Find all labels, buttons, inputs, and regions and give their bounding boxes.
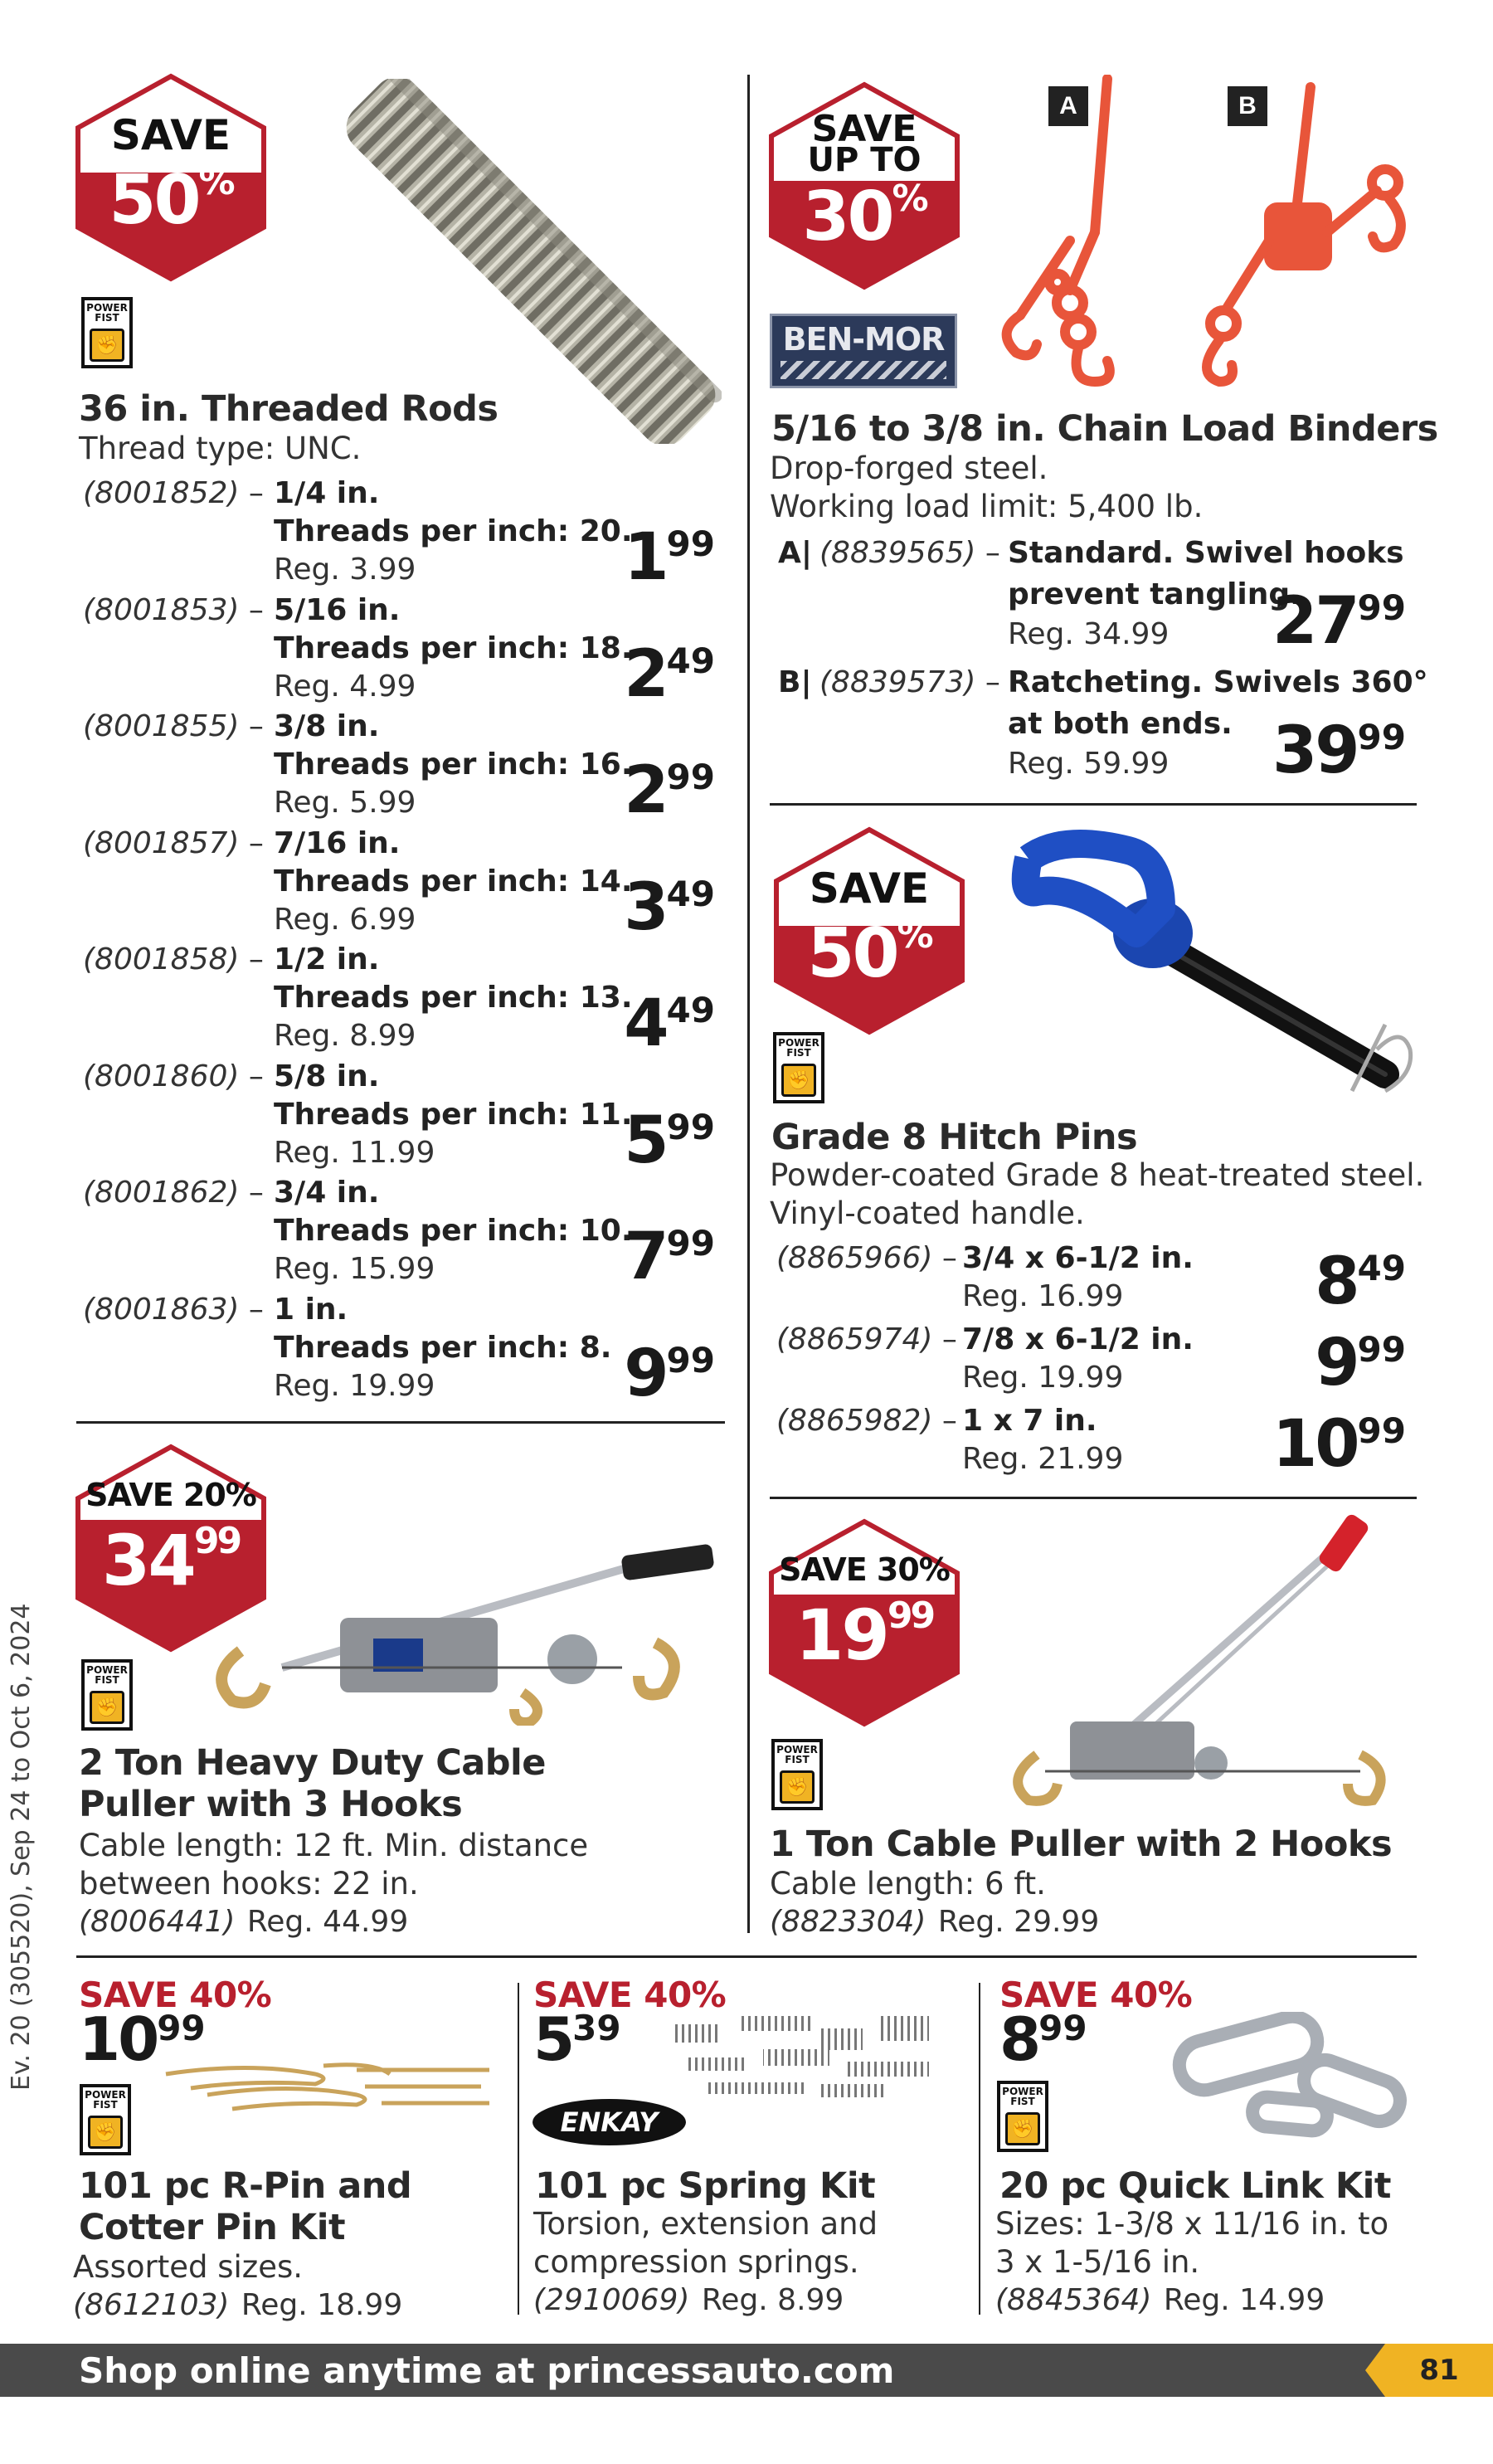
variant-line-2: prevent tangling. [1008, 577, 1301, 611]
cable-puller-1ton-image [995, 1514, 1410, 1813]
price [1272, 1407, 1406, 1482]
sku: (8006441) [79, 1905, 236, 1939]
reg-price: Reg. 4.99 [274, 669, 416, 704]
sku: (8612103) [73, 2288, 230, 2322]
dash-separator: – [239, 825, 264, 860]
sku-number: 8001858 [95, 942, 228, 976]
threads-per-inch: Threads per inch: 20. [274, 514, 633, 548]
price-dollars: 1 [624, 520, 667, 595]
price-links: 899 [999, 2004, 1087, 2074]
fist-icon: ✊ [1005, 2112, 1040, 2145]
sku: (8823304) [770, 1905, 926, 1939]
save-label-rpin: SAVE 40% [79, 1975, 272, 2015]
sku: (8845364) [995, 2283, 1152, 2317]
product-desc-rpin: Assorted sizes. [73, 2249, 304, 2285]
sku: (8001858) – [83, 942, 264, 976]
fist-icon: ✊ [90, 329, 124, 362]
size: 3/8 in. [274, 709, 380, 743]
save-label-links: SAVE 40% [999, 1975, 1193, 2015]
variant-tag: B| [778, 665, 812, 699]
divider-rods [76, 1421, 725, 1424]
reg-price: Reg. 21.99 [962, 1442, 1124, 1476]
price [1272, 713, 1406, 788]
reg-price: Reg. 5.99 [274, 786, 416, 820]
sku: (8001862) – [83, 1176, 264, 1210]
sku-number: 8001855 [95, 709, 228, 743]
product-desc-binders-1: Drop-forged steel. [770, 450, 1048, 486]
puller2-sku-row [79, 1903, 408, 1941]
sku-number: 8001852 [95, 476, 228, 510]
dash-separator: – [975, 536, 1000, 570]
divider-binders [770, 803, 1417, 806]
reg-price: Reg. 11.99 [274, 1135, 435, 1170]
product-desc-rods: Thread type: UNC. [79, 431, 362, 466]
price-cents: 99 [666, 1339, 715, 1381]
power-fist-logo: POWER FIST ✊ [81, 297, 133, 368]
bottom-divider-2 [979, 1983, 980, 2315]
threads-per-inch: Threads per inch: 13. [274, 981, 633, 1015]
power-fist-logo: POWER FIST ✊ [773, 1032, 824, 1103]
rpin-sku-row [73, 2286, 402, 2325]
reg-price: Reg. 16.99 [962, 1279, 1124, 1313]
product-title-puller1: 1 Ton Cable Puller with 2 Hooks [770, 1824, 1393, 1865]
power-fist-logo: POWER FIST ✊ [81, 1659, 133, 1731]
sku-number: 8001860 [95, 1059, 228, 1093]
variant-line-1: Ratcheting. Swivels 360° [1008, 665, 1428, 699]
size: 3/4 x 6-1/2 in. [962, 1241, 1194, 1275]
dash-separator: – [975, 665, 1000, 699]
price-cents: 99 [1357, 587, 1406, 628]
product-desc-spring-2: compression springs. [533, 2244, 859, 2280]
variant-line-2: at both ends. [1008, 707, 1233, 741]
price [1315, 1326, 1406, 1400]
reg-price: Reg. 29.99 [937, 1905, 1100, 1939]
reg-price: Reg. 8.99 [701, 2283, 844, 2317]
footer-bar [0, 2344, 1493, 2397]
save-badge-binders: SAVE UP TO 30% [768, 81, 960, 290]
variant-line-1: Standard. Swivel hooks [1008, 536, 1404, 570]
price-cents: 99 [1357, 1329, 1406, 1370]
cable-puller-2ton-image [191, 1543, 730, 1726]
save-label-spring: SAVE 40% [533, 1975, 727, 2015]
reg-price: Reg. 18.99 [241, 2288, 403, 2322]
sku: (8001863) – [83, 1292, 264, 1327]
price-dollars: 8 [1315, 1244, 1358, 1319]
price [624, 637, 715, 712]
label-b: B [1228, 86, 1267, 126]
price-spring: 539 [533, 2004, 621, 2074]
product-desc-binders-2: Working load limit: 5,400 lb. [770, 489, 1204, 524]
price-cents: 99 [666, 1106, 715, 1147]
product-desc-hitch-2: Vinyl-coated handle. [770, 1195, 1085, 1231]
reg-price: Reg. 15.99 [274, 1252, 435, 1286]
reg-price: Reg. 3.99 [274, 553, 416, 587]
hitch-pin-image [995, 825, 1418, 1124]
price-cents: 99 [1357, 717, 1406, 757]
puller1-sku-row [770, 1903, 1099, 1941]
price-dollars: 9 [624, 1336, 667, 1411]
column-divider [747, 75, 750, 1933]
chain-binder-image-a [979, 75, 1145, 390]
sku-number: 8001857 [95, 825, 228, 860]
fist-icon: ✊ [780, 1770, 815, 1804]
size: 1 x 7 in. [962, 1404, 1097, 1438]
size: 7/16 in. [274, 825, 401, 860]
reg-price: Reg. 19.99 [962, 1361, 1124, 1395]
price [624, 870, 715, 945]
product-desc-puller2-1: Cable length: 12 ft. Min. distance [79, 1828, 589, 1863]
product-title-puller2-line1: 2 Ton Heavy Duty Cable [79, 1742, 546, 1784]
dash-separator: – [239, 1292, 264, 1327]
ben-mor-logo: BEN-MOR [770, 314, 957, 388]
product-title-hitch: Grade 8 Hitch Pins [771, 1117, 1138, 1158]
sku: (8001860) – [83, 1059, 264, 1093]
sku-number: 8865982 [788, 1404, 922, 1438]
sku-number: 8865966 [788, 1241, 922, 1275]
save-badge-hitch: SAVE 50% [773, 826, 965, 1035]
product-desc-puller1: Cable length: 6 ft. [770, 1866, 1046, 1902]
price-cents: 99 [666, 1223, 715, 1264]
size: 1 in. [274, 1292, 348, 1327]
price-dollars: 7 [624, 1220, 667, 1294]
threads-per-inch: Threads per inch: 8. [274, 1330, 612, 1365]
fist-icon: ✊ [90, 1691, 124, 1724]
price-dollars: 39 [1272, 713, 1358, 788]
price [1272, 584, 1406, 659]
dash-separator: – [932, 1241, 957, 1275]
footer-link[interactable]: Shop online anytime at princessauto.com [79, 2350, 895, 2391]
fist-icon: ✊ [88, 2116, 123, 2149]
sku-number: 8001862 [95, 1176, 228, 1210]
price-cents: 49 [666, 640, 715, 681]
dash-separator: – [932, 1404, 957, 1438]
dash-separator: – [239, 709, 264, 743]
threads-per-inch: Threads per inch: 16. [274, 747, 633, 782]
threads-per-inch: Threads per inch: 18. [274, 631, 633, 665]
price-dollars: 27 [1272, 584, 1358, 659]
product-desc-links-2: 3 x 1-5/16 in. [995, 2244, 1200, 2280]
size: 3/4 in. [274, 1176, 380, 1210]
threads-per-inch: Threads per inch: 11. [274, 1097, 633, 1132]
threads-per-inch: Threads per inch: 14. [274, 864, 633, 898]
product-title-rpin-line2: Cotter Pin Kit [79, 2207, 346, 2248]
product-title-puller2-line2: Puller with 3 Hooks [79, 1784, 463, 1825]
price [1315, 1244, 1406, 1319]
price-cents: 99 [1357, 1410, 1406, 1451]
price-dollars: 4 [624, 986, 667, 1061]
price-cents: 49 [666, 873, 715, 914]
dash-separator: – [239, 1059, 264, 1093]
power-fist-logo: POWER FIST ✊ [80, 2084, 131, 2155]
price-cents: 99 [666, 523, 715, 564]
product-title-binders: 5/16 to 3/8 in. Chain Load Binders [771, 408, 1438, 450]
divider-bottom [76, 1955, 1417, 1958]
dash-separator: – [239, 592, 264, 627]
reg-price: Reg. 19.99 [274, 1368, 435, 1403]
price [624, 520, 715, 595]
price [624, 986, 715, 1061]
sku: (8865966) – [776, 1241, 957, 1275]
sku: (8001855) – [83, 709, 264, 743]
dash-separator: – [239, 942, 264, 976]
sku: (8001852) – [83, 476, 264, 510]
variant-tag: A| [778, 536, 813, 570]
sku-number: 8839573 [831, 665, 965, 699]
size: 1/2 in. [274, 942, 380, 976]
price-cents: 99 [666, 757, 715, 797]
size: 1/4 in. [274, 476, 380, 510]
price-badge-puller1: SAVE 30% $19^{99}$ [768, 1518, 960, 1727]
sku-number: 8839565 [831, 536, 965, 570]
sku: (8865974) – [776, 1322, 957, 1356]
save-badge-rods: SAVE 50% [75, 73, 267, 282]
price-cents: 49 [1357, 1248, 1406, 1288]
size: 5/8 in. [274, 1059, 380, 1093]
sku-number: 8001863 [95, 1292, 228, 1327]
price-dollars: 2 [624, 636, 667, 712]
event-side-text: Ev. 20 (305520), Sep 24 to Oct 6, 2024 [7, 1603, 36, 2091]
product-desc-spring-1: Torsion, extension and [533, 2206, 878, 2242]
price-badge-puller2: SAVE 20% $34^{99}$ [75, 1444, 267, 1653]
price [624, 1220, 715, 1294]
price-dollars: 9 [1315, 1326, 1358, 1400]
sku: (8839573) – [819, 665, 1000, 699]
reg-price: Reg. 8.99 [274, 1019, 416, 1053]
sku: (8865982) – [776, 1404, 957, 1438]
dash-separator: – [932, 1322, 957, 1356]
product-title-spring: 101 pc Spring Kit [535, 2165, 876, 2207]
product-title-rods: 36 in. Threaded Rods [79, 388, 498, 430]
price-dollars: 5 [624, 1103, 667, 1178]
price-rpin: 1099 [79, 2004, 206, 2074]
price [624, 1103, 715, 1178]
spring-sku-row [533, 2281, 844, 2320]
chain-binder-image-b [1178, 75, 1410, 390]
power-fist-logo: POWER FIST ✊ [997, 2081, 1048, 2152]
sku-number: 8865974 [788, 1322, 922, 1356]
size: 5/16 in. [274, 592, 401, 627]
enkay-logo: ENKAY [533, 2099, 686, 2145]
threads-per-inch: Threads per inch: 10. [274, 1214, 633, 1248]
fist-icon: ✊ [781, 1064, 816, 1097]
reg-price: Reg. 44.99 [246, 1905, 409, 1939]
price [624, 753, 715, 828]
price [624, 1337, 715, 1411]
sku-number: 8001853 [95, 592, 228, 627]
reg-price: Reg. 34.99 [1008, 617, 1170, 651]
price-cents: 49 [666, 990, 715, 1030]
product-desc-hitch-1: Powder-coated Grade 8 heat-treated steel. [770, 1157, 1425, 1193]
divider-hitch [770, 1497, 1417, 1499]
product-desc-puller2-2: between hooks: 22 in. [79, 1866, 419, 1902]
price-dollars: 3 [624, 869, 667, 945]
sku: (8001853) – [83, 592, 264, 627]
power-fist-logo: POWER FIST ✊ [771, 1739, 823, 1810]
product-title-links: 20 pc Quick Link Kit [999, 2165, 1391, 2207]
size: 7/8 x 6-1/2 in. [962, 1322, 1194, 1356]
links-sku-row [995, 2281, 1325, 2320]
quick-link-image [1161, 2012, 1427, 2145]
reg-price: Reg. 6.99 [274, 902, 416, 937]
spring-kit-image [655, 2008, 954, 2107]
reg-price: Reg. 14.99 [1163, 2283, 1325, 2317]
label-a: A [1048, 86, 1088, 126]
bottom-divider-1 [518, 1983, 519, 2315]
product-desc-links-1: Sizes: 1-3/8 x 11/16 in. to [995, 2206, 1389, 2242]
dash-separator: – [239, 1176, 264, 1210]
sku: (8839565) – [819, 536, 1000, 570]
sku: (8001857) – [83, 825, 264, 860]
dash-separator: – [239, 476, 264, 510]
r-pin-image [158, 2057, 498, 2124]
product-title-rpin-line1: 101 pc R-Pin and [79, 2165, 412, 2207]
price-dollars: 2 [624, 753, 667, 828]
page-number-tab: 81 [1360, 2344, 1493, 2397]
price-dollars: 10 [1272, 1407, 1358, 1482]
reg-price: Reg. 59.99 [1008, 747, 1170, 781]
sku: (2910069) [533, 2283, 690, 2317]
